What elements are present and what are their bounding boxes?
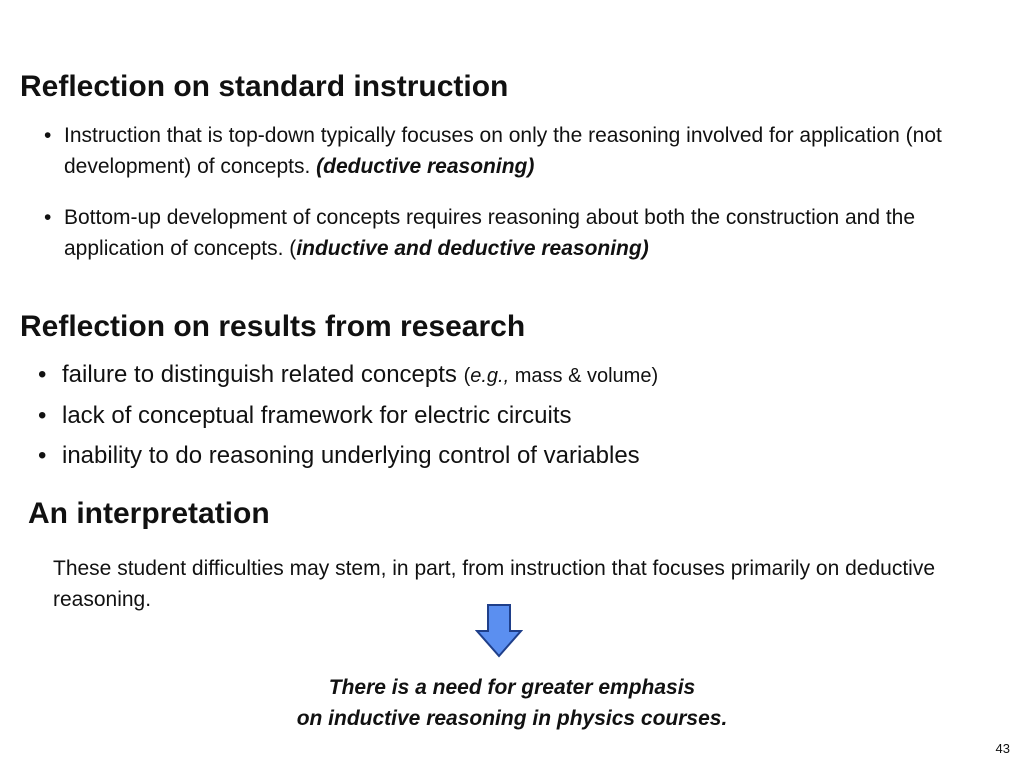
research-results-bullets: [20, 355, 1010, 476]
interpretation-paragraph: These student difficulties may stem, in part, from instruction that focuses primarily on deductive reasoning.: [53, 557, 935, 611]
bullet-dot-icon: •: [38, 361, 47, 388]
section-title-standard-instruction: Reflection on standard instruction: [20, 70, 509, 103]
section-title-research-results: Reflection on results from research: [20, 310, 526, 343]
bullet-emphasis: inductive and deductive reasoning): [296, 237, 649, 260]
bullet-dot-icon: •: [44, 206, 52, 229]
bullet-text: inability to do reasoning underlying control of variables: [62, 442, 640, 469]
bullet-text: Bottom-up development of concepts requires reasoning about both the construction and the application of concepts. (: [64, 206, 916, 260]
bullet-text: Instruction that is top-down typically focuses on only the reasoning involved for application (not development) of concepts.: [64, 124, 942, 178]
bullet-text: failure to distinguish related concepts: [62, 361, 464, 388]
bullet-dot-icon: •: [44, 124, 52, 147]
bullet-dot-icon: •: [38, 442, 47, 469]
conclusion-line-2: on inductive reasoning in physics courses.: [296, 707, 728, 730]
bullet-text: lack of conceptual framework for electric circuits: [62, 402, 572, 429]
list-item: [20, 120, 1010, 182]
bullet-aside: (e.g., mass & volume): [463, 365, 659, 387]
standard-instruction-bullets: [20, 120, 1010, 264]
conclusion-line-1: There is a need for greater emphasis: [328, 676, 696, 699]
down-arrow-icon: [475, 603, 523, 659]
list-item: [20, 202, 1010, 264]
list-item: [20, 396, 1010, 436]
page-number: 43: [995, 741, 1010, 756]
section-title-interpretation: An interpretation: [28, 497, 270, 530]
list-item: [20, 355, 1010, 396]
bullet-emphasis: (deductive reasoning): [316, 155, 535, 178]
list-item: [20, 436, 1010, 476]
bullet-dot-icon: •: [38, 402, 47, 429]
